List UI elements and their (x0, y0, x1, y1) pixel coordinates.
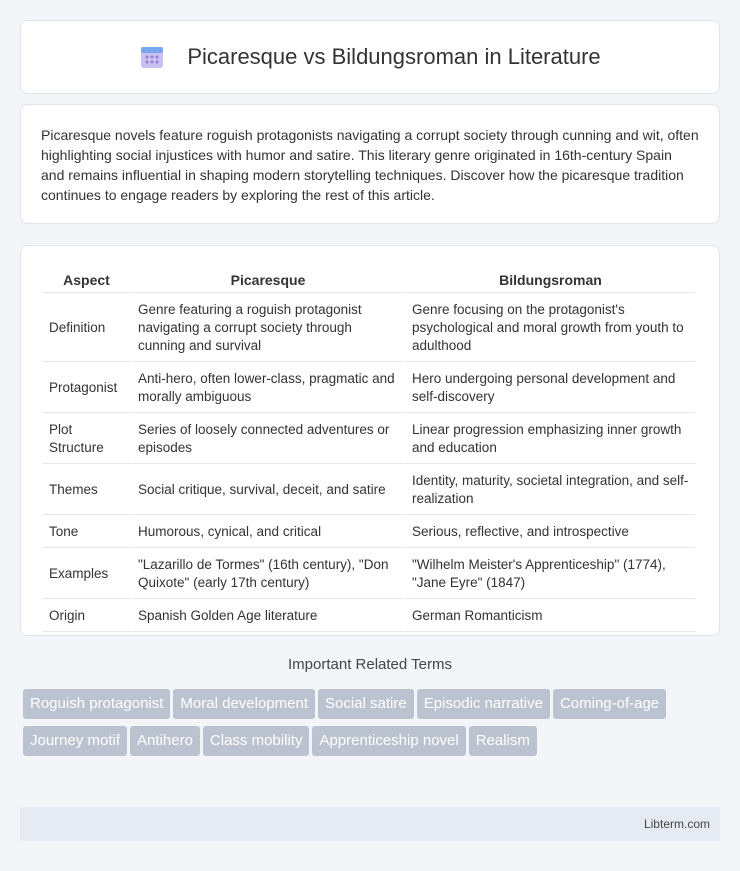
row-bildungsroman: German Romanticism (406, 601, 695, 632)
table-header-row (43, 268, 695, 293)
row-aspect: Protagonist (43, 364, 130, 413)
comparison-table-card (20, 245, 720, 636)
row-bildungsroman: Linear progression emphasizing inner growth and education (406, 415, 695, 464)
tag-antihero[interactable]: Antihero (130, 726, 200, 756)
row-bildungsroman: "Wilhelm Meister's Apprenticeship" (1774), "Jane Eyre" (1847) (406, 550, 695, 599)
table-row (43, 466, 695, 515)
related-terms-title: Important Related Terms (288, 656, 452, 673)
comparison-table (41, 266, 697, 634)
row-bildungsroman: Serious, reflective, and introspective (406, 517, 695, 548)
row-bildungsroman: Identity, maturity, societal integration, and self-realization (406, 466, 695, 515)
page-title: Picaresque vs Bildungsroman in Literature (187, 44, 601, 69)
footer-site-link[interactable]: Libterm.com (643, 817, 710, 831)
tag-journey-motif[interactable]: Journey motif (23, 726, 127, 756)
tag-roguish-protagonist[interactable]: Roguish protagonist (23, 689, 170, 719)
table-row (43, 415, 695, 464)
table-row (43, 550, 695, 599)
tag-social-satire[interactable]: Social satire (318, 689, 414, 719)
intro-card (20, 104, 720, 224)
tag-class-mobility[interactable]: Class mobility (203, 726, 310, 756)
row-aspect: Plot Structure (43, 415, 130, 464)
row-bildungsroman: Hero undergoing personal development and self-discovery (406, 364, 695, 413)
header-picaresque: Picaresque (132, 268, 404, 293)
row-picaresque: Spanish Golden Age literature (132, 601, 404, 632)
footer (20, 807, 720, 841)
row-bildungsroman: Genre focusing on the protagonist's psychological and moral growth from youth to adulthood (406, 295, 695, 362)
row-picaresque: "Lazarillo de Tormes" (16th century), "Don Quixote" (early 17th century) (132, 550, 404, 599)
row-picaresque: Humorous, cynical, and critical (132, 517, 404, 548)
row-picaresque: Anti-hero, often lower-class, pragmatic and morally ambiguous (132, 364, 404, 413)
row-aspect: Origin (43, 601, 130, 632)
header-aspect: Aspect (43, 268, 130, 293)
table-row (43, 295, 695, 362)
row-picaresque: Series of loosely connected adventures or episodes (132, 415, 404, 464)
tag-moral-development[interactable]: Moral development (173, 689, 315, 719)
tag-episodic-narrative[interactable]: Episodic narrative (417, 689, 550, 719)
tag-coming-of-age[interactable]: Coming-of-age (553, 689, 666, 719)
tag-apprenticeship-novel[interactable]: Apprenticeship novel (312, 726, 465, 756)
intro-text: Picaresque novels feature roguish protagonists navigating a corrupt society through cunning and wit, often highlighting social injustices with humor and satire. This literary genre originated in 16th-century Spain and remains influential in shaping modern storytelling techniques. Discover how the picaresque tradition continues to engage readers by exploring the rest of this article. (41, 127, 699, 203)
row-aspect: Tone (43, 517, 130, 548)
table-row (43, 364, 695, 413)
tag-realism[interactable]: Realism (469, 726, 537, 756)
row-aspect: Examples (43, 550, 130, 599)
calendar-grid-icon (139, 44, 165, 70)
table-row (43, 517, 695, 548)
row-aspect: Themes (43, 466, 130, 515)
table-row (43, 601, 695, 632)
header-bildungsroman: Bildungsroman (406, 268, 695, 293)
row-aspect: Definition (43, 295, 130, 362)
row-picaresque: Genre featuring a roguish protagonist navigating a corrupt society through cunning and survival (132, 295, 404, 362)
header-card (20, 20, 720, 94)
row-picaresque: Social critique, survival, deceit, and satire (132, 466, 404, 515)
related-tags (23, 689, 703, 763)
